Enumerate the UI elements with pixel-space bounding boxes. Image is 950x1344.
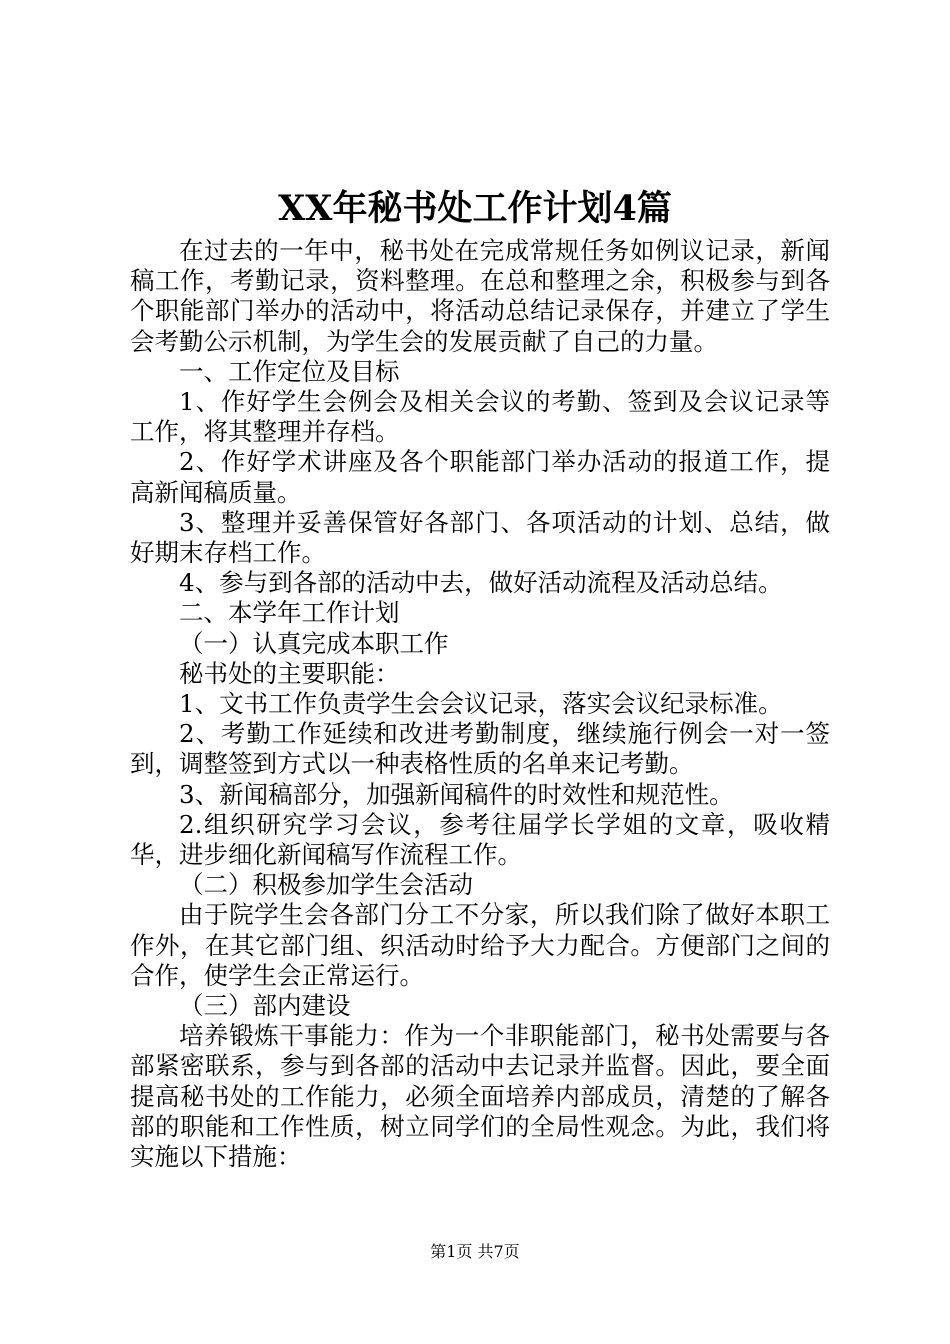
goal-item-2: 2、作好学术讲座及各个职能部门举办活动的报道工作，提高新闻稿质量。 xyxy=(130,447,830,507)
intro-paragraph: 在过去的一年中，秘书处在完成常规任务如例议记录，新闻稿工作，考勤记录，资料整理。在总和整理之余，积极参与到各个职能部门举办的活动中，将活动总结记录保存，并建立了学生会考勤公示机制，为学生会的发展贡献了自己的力量。 xyxy=(130,236,830,356)
activities-paragraph: 由于院学生会各部门分工不分家，所以我们除了做好本职工作外，在其它部门组、织活动时给予大力配合。方便部门之间的合作，使学生会正常运行。 xyxy=(130,900,830,990)
section-heading-plan: 二、本学年工作计划 xyxy=(179,598,400,628)
document-title: XX年秘书处工作计划4篇 xyxy=(278,188,672,229)
duty-item-2: 2、考勤工作延续和改进考勤制度，继续施行例会一对一签到，调整签到方式以一种表格性质的名单来记考勤。 xyxy=(130,719,830,779)
goal-item-3: 3、整理并妥善保管好各部门、各项活动的计划、总结，做好期末存档工作。 xyxy=(130,507,830,568)
duty-item-3: 3、新闻稿部分，加强新闻稿件的时效性和规范性。 xyxy=(179,779,734,809)
page-footer: 第1页 共7页 xyxy=(430,1242,520,1261)
subsection-heading-internal: （三）部内建设 xyxy=(179,991,351,1021)
internal-paragraph: 培养锻炼干事能力：作为一个非职能部门，秘书处需要与各部紧密联系，参与到各部的活动中去记录并监督。因此，要全面提高秘书处的工作能力，必须全面培养内部成员，清楚的了解各部的职能和工作性质，树立同学们的全局性观念。为此，我们将实施以下措施： xyxy=(130,1021,830,1172)
duty-item-4: 2.组织研究学习会议，参考往届学长学姐的文章，吸收精华，进步细化新闻稿写作流程工作。 xyxy=(130,809,830,870)
goal-item-4: 4、参与到各部的活动中去，做好活动流程及活动总结。 xyxy=(179,568,783,598)
duties-intro: 秘书处的主要职能： xyxy=(179,658,400,688)
document-body xyxy=(130,236,830,1172)
goal-item-1: 1、作好学生会例会及相关会议的考勤、签到及会议记录等工作，将其整理并存档。 xyxy=(130,387,830,447)
subsection-heading-activities: （二）积极参加学生会活动 xyxy=(179,870,473,900)
section-heading-positioning: 一、工作定位及目标 xyxy=(179,356,400,386)
duty-item-1: 1、文书工作负责学生会会议记录，落实会议纪录标准。 xyxy=(179,689,783,719)
subsection-heading-duties: （一）认真完成本职工作 xyxy=(179,628,449,658)
